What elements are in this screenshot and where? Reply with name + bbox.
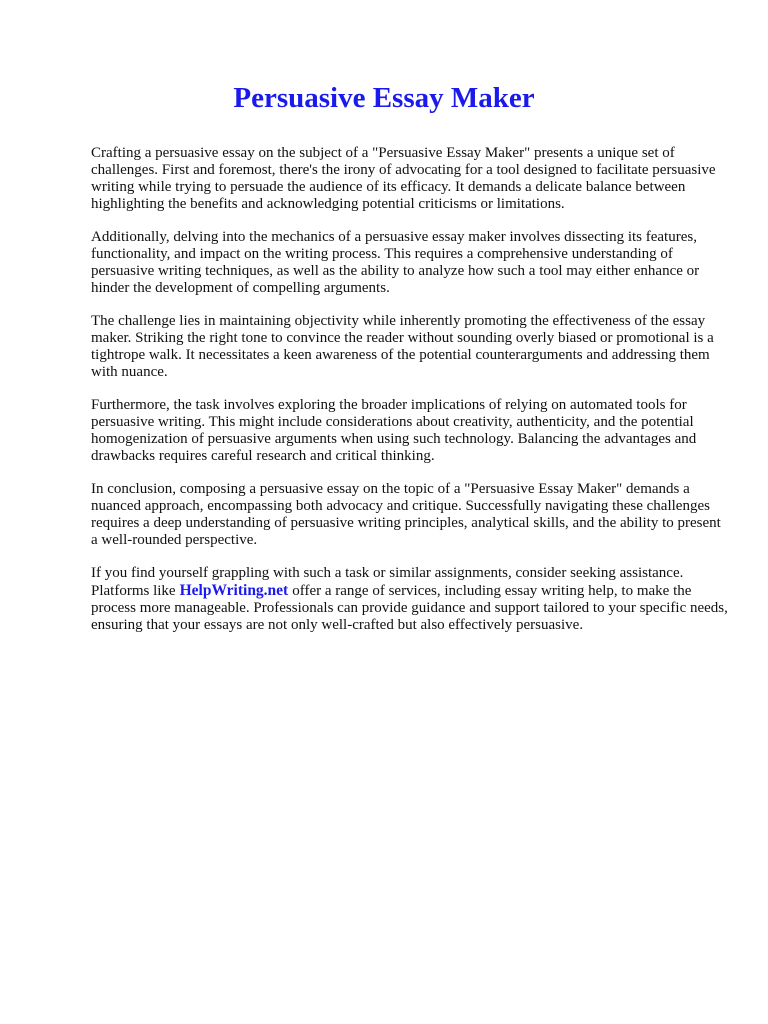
paragraph-4: Furthermore, the task involves exploring the broader implications of relying on automated tools for persuasive writing. This might include considerations about creativity, authenticity, and the potential homogenization of persuasive arguments when using such technology. Balancing the advantages and drawbacks requires careful research and critical thinking. bbox=[91, 397, 697, 464]
document-body bbox=[91, 145, 731, 650]
paragraph-5: In conclusion, composing a persuasive essay on the topic of a "Persuasive Essay Maker" demands a nuanced approach, encompassing both advocacy and critique. Successfully navigating these challenges requires a deep understanding of persuasive writing principles, analytical skills, and the ability to present a well-rounded perspective. bbox=[91, 481, 721, 548]
paragraph-3: The challenge lies in maintaining objectivity while inherently promoting the effectiveness of the essay maker. Striking the right tone to convince the reader without sounding overly biased or promotional is a tightrope walk. It necessitates a keen awareness of the potential counterarguments and addressing them with nuance. bbox=[91, 313, 714, 380]
paragraph-6-text-after-link: offer a range of services, including essay writing help, to make the process more manageable. Professionals can provide guidance and support tailored to your specific needs, ensuring that your essays are not only well-crafted but also effectively persuasive. bbox=[91, 583, 728, 633]
paragraph-2: Additionally, delving into the mechanics of a persuasive essay maker involves dissecting its features, functionality, and impact on the writing process. This requires a comprehensive understanding of persuasive writing techniques, as well as the ability to analyze how such a tool may either enhance or hinder the development of compelling arguments. bbox=[91, 229, 700, 296]
helpwriting-link[interactable]: HelpWriting.net bbox=[179, 582, 289, 599]
paragraph-6-text-before-link: If you find yourself grappling with such a task or similar assignments, consider seeking assistance. Platforms like bbox=[91, 565, 684, 599]
paragraph-6 bbox=[91, 565, 731, 634]
paragraph-1: Crafting a persuasive essay on the subject of a "Persuasive Essay Maker" presents a unique set of challenges. First and foremost, there's the irony of advocating for a tool designed to facilitate persuasive writing while trying to persuade the audience of its efficacy. It demands a delicate balance between highlighting the benefits and acknowledging potential criticisms or limitations. bbox=[91, 145, 716, 212]
page-title: Persuasive Essay Maker bbox=[233, 82, 535, 114]
